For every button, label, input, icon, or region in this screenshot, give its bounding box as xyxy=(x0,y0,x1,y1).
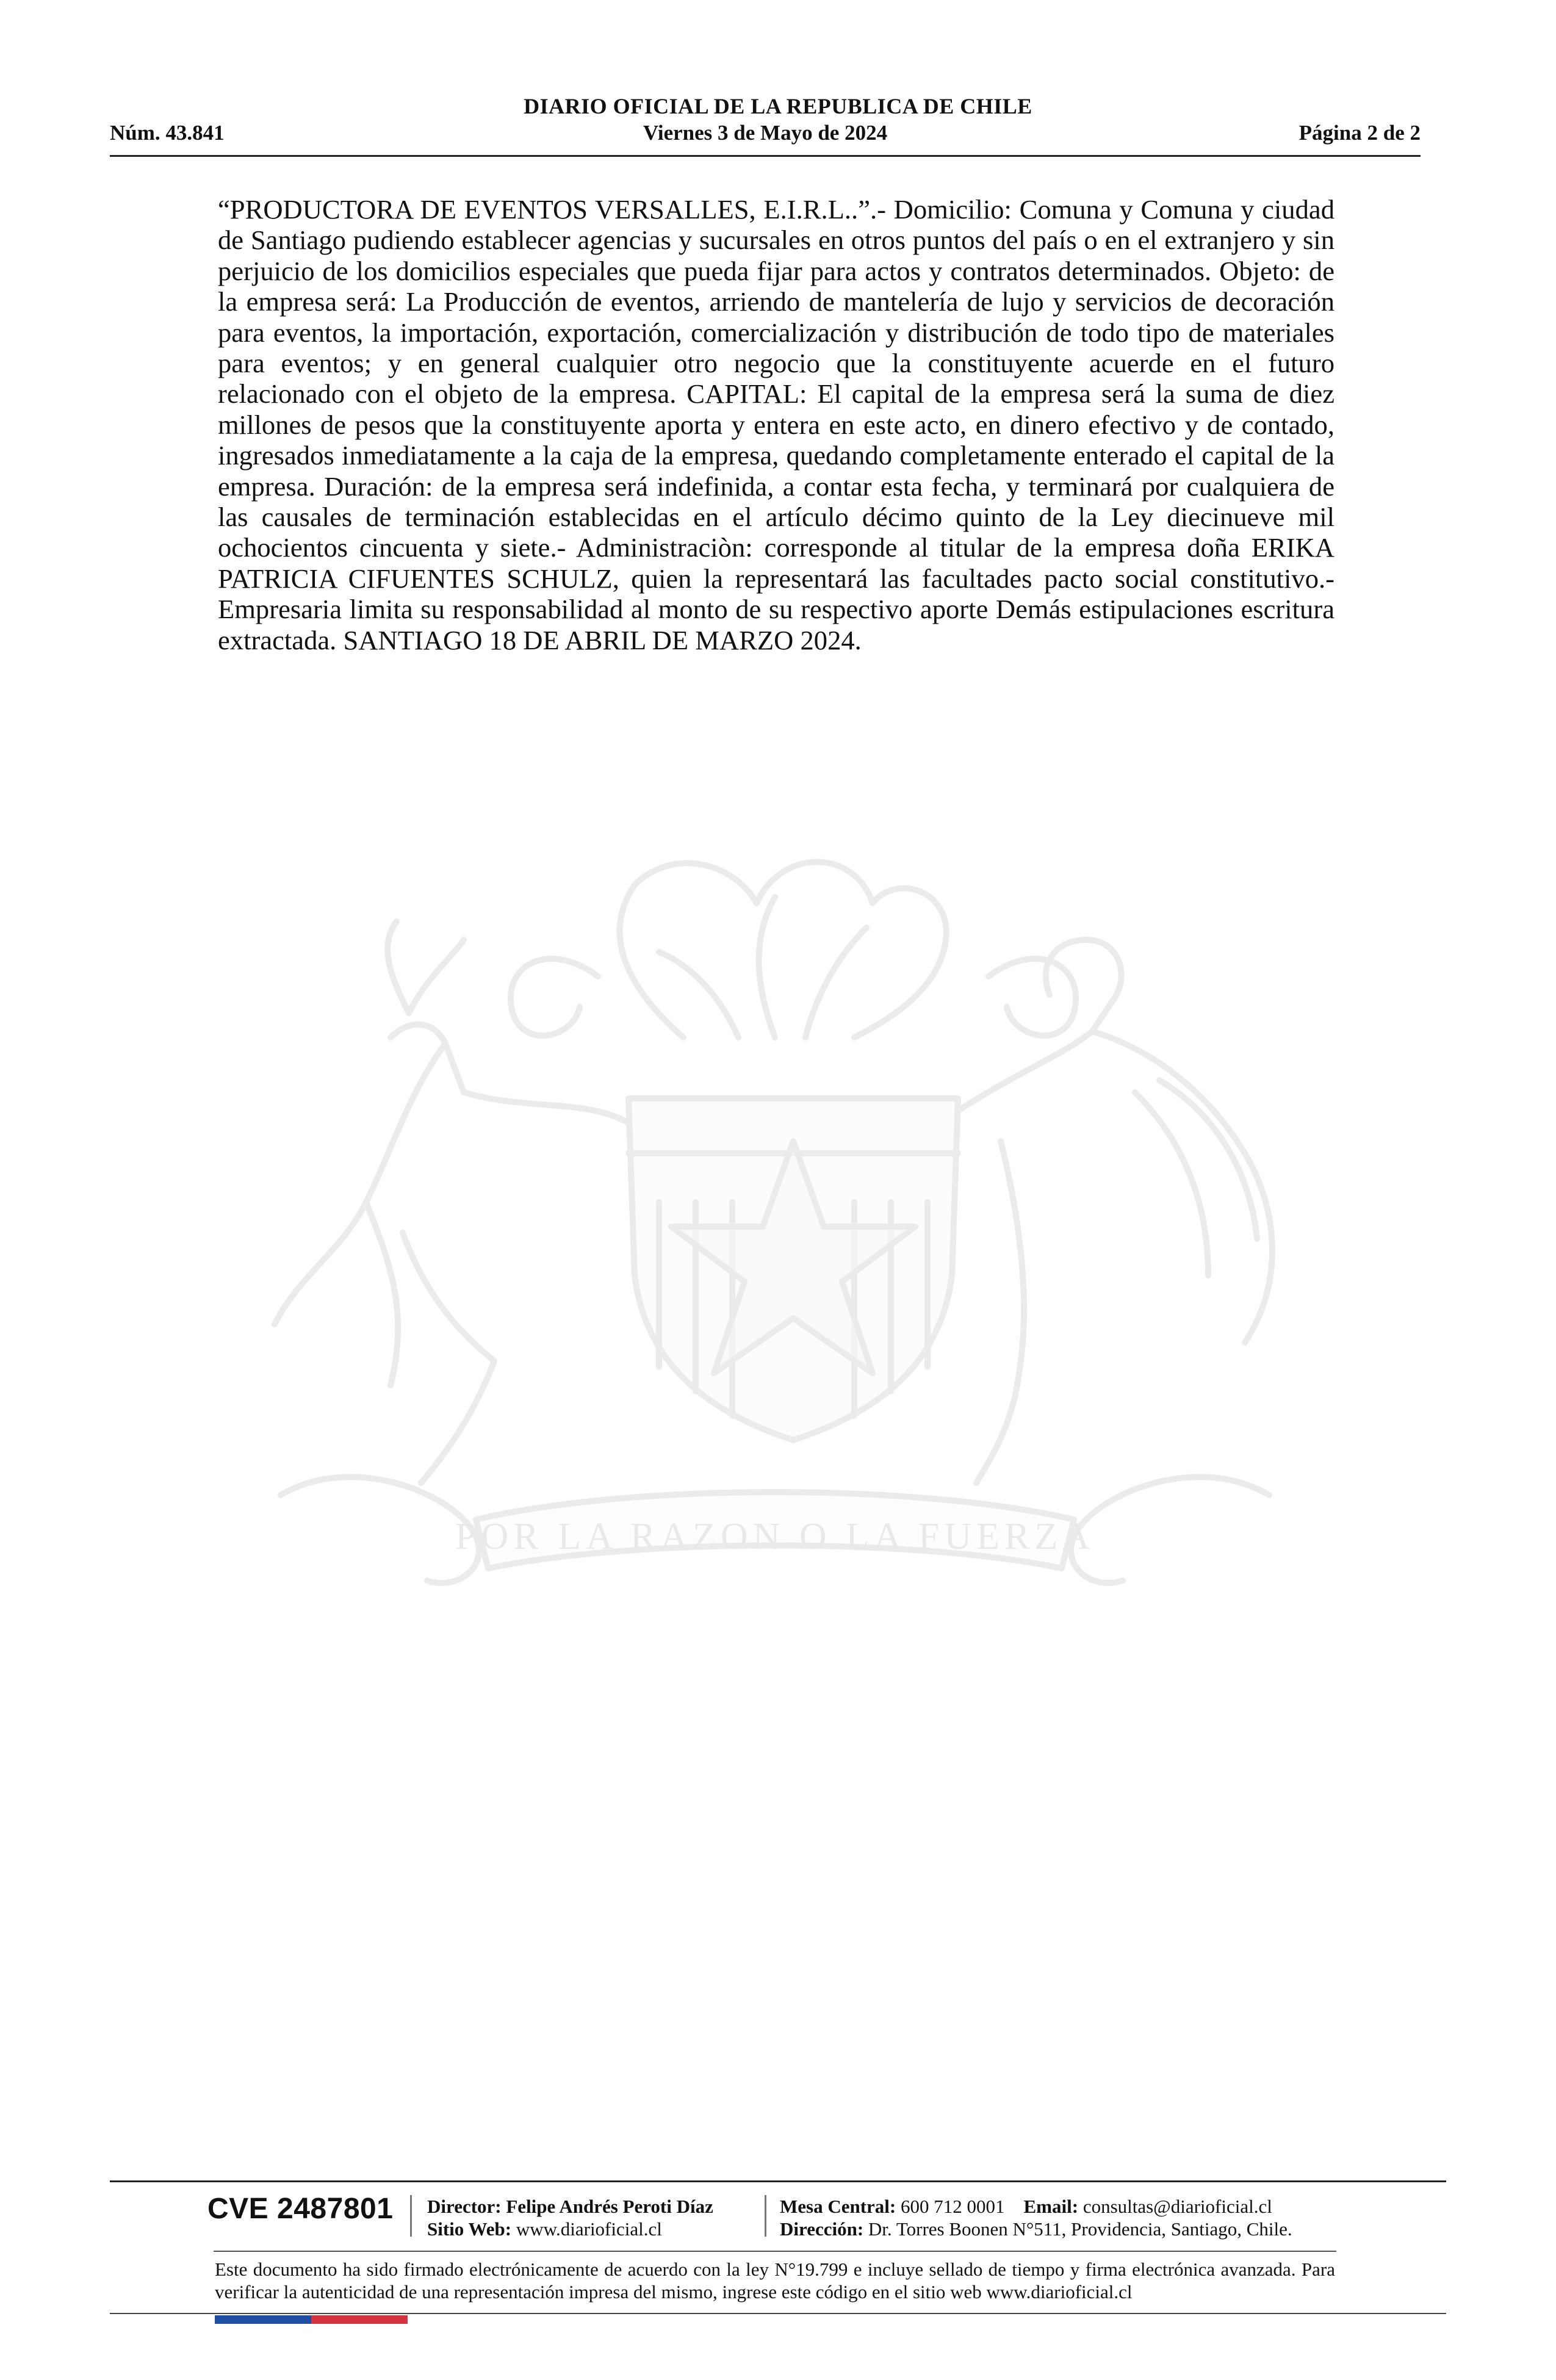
footer-separator xyxy=(765,2195,766,2237)
footer-separator xyxy=(410,2195,412,2237)
director-name: Felipe Andrés Peroti Díaz xyxy=(506,2196,713,2217)
phone-label: Mesa Central: xyxy=(780,2196,896,2217)
footer-bottom-divider xyxy=(110,2313,1446,2314)
header-row xyxy=(110,121,1421,149)
signature-note: Este documento ha sido firmado electrónicamente de acuerdo con la ley N°19.799 e incluye sellado de tiempo y firma electrónica avanzada. Para verificar la autenticidad de una representación impresa del mismo, ingrese este código en el sitio web www.diarioficial.cl xyxy=(215,2259,1335,2302)
flag-stripe-blue xyxy=(215,2315,311,2324)
footer-contact-block xyxy=(780,2195,1292,2240)
footer-divider xyxy=(214,2251,1336,2252)
email-link[interactable]: consultas@diarioficial.cl xyxy=(1082,2196,1272,2217)
address-text: Dr. Torres Boonen N°511, Providencia, Santiago, Chile. xyxy=(868,2218,1292,2240)
coat-of-arms-icon xyxy=(207,836,1342,1672)
issue-number: Núm. 43.841 xyxy=(110,121,225,145)
footer-top-divider xyxy=(110,2180,1446,2182)
cve-code: CVE 2487801 xyxy=(207,2193,394,2225)
website-label: Sitio Web: xyxy=(427,2218,512,2240)
page-indicator: Página 2 de 2 xyxy=(1298,121,1421,145)
watermark-motto: POR LA RAZON O LA FUERZA xyxy=(455,1516,1095,1557)
director-label: Director: xyxy=(427,2196,502,2217)
issue-date: Viernes 3 de Mayo de 2024 xyxy=(643,121,888,145)
footer-director-block xyxy=(427,2195,713,2240)
newspaper-title: DIARIO OFICIAL DE LA REPUBLICA DE CHILE xyxy=(524,94,1032,118)
email-label: Email: xyxy=(1023,2196,1079,2217)
address-label: Dirección: xyxy=(780,2218,864,2240)
extract-text: “PRODUCTORA DE EVENTOS VERSALLES, E.I.R.L..”.- Domicilio: Comuna y Comuna y ciudad de Santiago pudiendo establecer agencias y sucursales en otros puntos del país o en el extranjero y sin perjuicio de los domicilios especiales que pueda fijar para actos y contratos determinados. Objeto: de la empresa será: La Producción de eventos, arriendo de mantelería de lujo y servicios de decoración para eventos, la importación, exportación, comercialización y distribución de todo tipo de materiales para eventos; y en general cualquier otro negocio que la constituyente acuerde en el futuro relacionado con el objeto de la empresa. CAPITAL: El capital de la empresa será la suma de diez millones de pesos que la constituyente aporta y entera en este acto, en dinero efectivo y de contado, ingresados inmediatamente a la caja de la empresa, quedando completamente enterado el capital de la empresa. Duración: de la empresa será indefinida, a contar esta fecha, y terminará por cualquiera de las causales de terminación establecidas en el artículo décimo quinto de la Ley diecinueve mil ochocientos cincuenta y siete.- Administraciòn: corresponde al titular de la empresa doña ERIKA PATRICIA CIFUENTES SCHULZ, quien la representará las facultades pacto social constitutivo.- Empresaria limita su responsabilidad al monto de su respectivo aporte Demás estipulaciones escritura extractada. SANTIAGO 18 DE ABRIL DE MARZO 2024. xyxy=(218,194,1334,655)
header-divider xyxy=(110,155,1421,157)
flag-stripe-red xyxy=(311,2315,408,2324)
website-link[interactable]: www.diarioficial.cl xyxy=(516,2218,662,2240)
phone-number: 600 712 0001 xyxy=(901,2196,1005,2217)
coat-of-arms-watermark xyxy=(207,836,1342,1672)
